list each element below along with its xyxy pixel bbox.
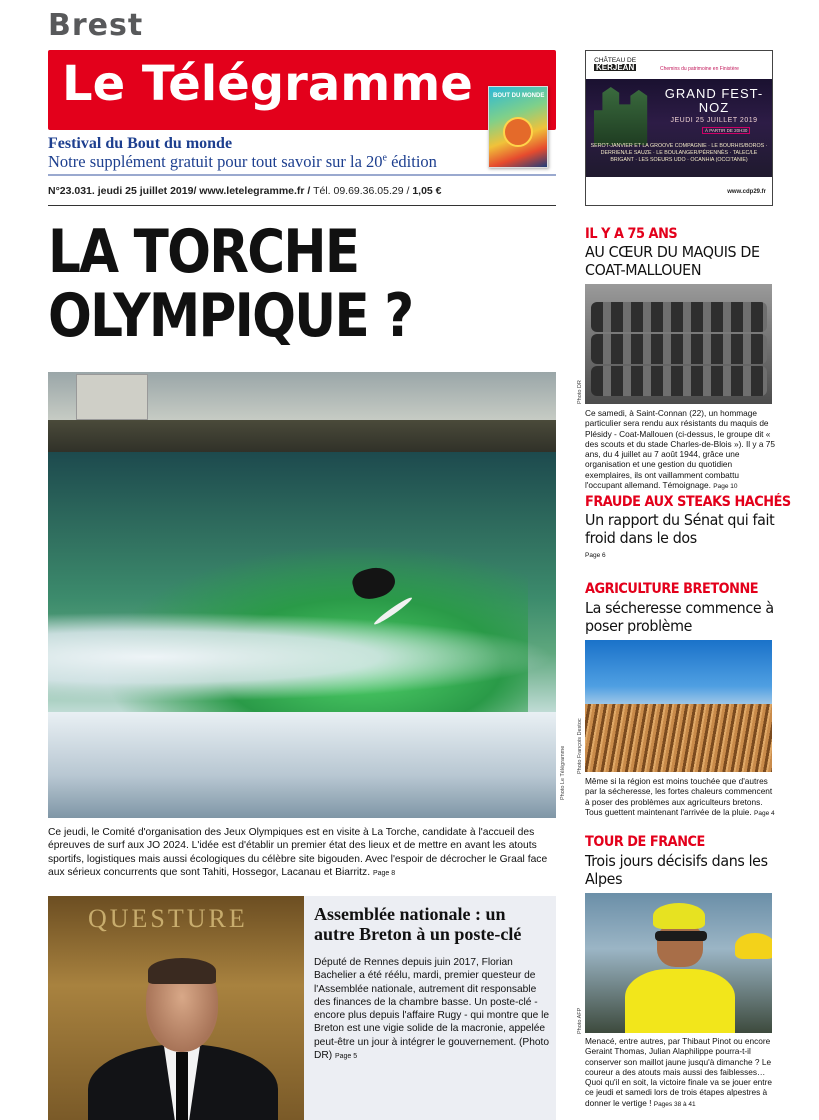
page-ref-maquis[interactable]: Page 10 [713,483,738,491]
questeur-photo[interactable] [48,896,304,1120]
issue-info: N°23.031. jeudi 25 juillet 2019/ www.letelegramme.fr / [48,185,311,197]
supplement-subtitle [48,152,437,172]
main-photo-surfer[interactable] [48,372,556,818]
photo-foam [48,612,556,702]
ad-image [586,79,772,177]
assemblee-body [314,956,550,1063]
assemblee-page-ref[interactable]: Page 5 [334,1053,358,1061]
ad-lineup: SEROT-JANVIER ET LA GROOVE COMPAGNIE · LE BOURHIS/BOROS · DERRIEN/LE SAUZE · LE BOULANGER/PÉRENNÈS · TALEC/LE BRIGANT · LES SOEURS UDO · OCANHIA (OCCITANIE) [590,143,768,163]
photo-yellow-jersey [625,969,735,1033]
issue-price: 1,05 € [409,185,442,197]
headline-secheresse[interactable]: La sécheresse commence à poser problème [585,599,774,635]
ad-title: GRAND FEST-NOZ [664,86,764,115]
photo-foam-bottom [48,712,556,818]
main-story-text: Ce jeudi, le Comité d'organisation des Jeux Olympiques est en visite à La Torche, candidate à l'accueil des épreuves de surf aux JO 2024. L'idée est d'établir un premier état des lieux et de mettre en avant les atouts sportifs, logistiques mais aussi écologiques du célèbre site bigouden. Avec l'espoir de décrocher le Graal face aux sérieux concurrents que sont Tahiti, Hossegor, Lacanau et Biarritz. [48,827,548,879]
text-secheresse-body: Même si la région est moins touchée que d'autres par la sécheresse, les fortes chaleurs commencent à poser des problèmes aux agriculteurs bretons. Tous guettent maintenant l'arrivée de la pluie. [585,776,773,817]
photo-credit-maquis: Photo DR [577,380,583,404]
photo-credit-wheat: Photo François Destoc [577,718,583,774]
text-maquis [585,408,775,492]
main-story-body [48,826,558,881]
ad-logo [594,57,636,71]
headline-maquis[interactable]: AU CŒUR DU MAQUIS DE COAT-MALLOUEN [585,243,760,279]
festnoz-advertisement[interactable] [585,50,773,206]
photo-group-row-front [591,366,767,396]
supplement-subtitle-end: édition [386,152,437,171]
divider-blue [48,174,556,176]
edition-label: Brest [48,8,144,43]
issue-phone: Tél. 09.69.36.05.29 / [310,185,410,197]
photo-questure-sign: QUESTURE [88,904,248,933]
photo-group-row-back [591,302,767,332]
photo-tie [176,1052,188,1120]
kicker-agriculture: AGRICULTURE BRETONNE [585,581,759,597]
text-alpes [585,1036,775,1110]
page-ref-steaks[interactable]: Page 6 [585,552,606,559]
castle-graphic [594,87,650,145]
supplement-cover-thumbnail[interactable] [488,86,548,168]
divider-dark [48,205,556,206]
photo-rider-face [657,923,703,967]
page-ref-secheresse[interactable]: Page 4 [754,809,775,817]
kicker-75-ans: IL Y A 75 ANS [585,226,678,242]
assemblee-headline[interactable]: Assemblée nationale : un autre Breton à un poste-clé [314,904,522,944]
photo-building [76,374,148,420]
text-secheresse [585,776,775,819]
masthead-title: Le Télégramme [62,56,473,112]
ad-url[interactable]: www.cdp29.fr [727,189,766,195]
headline-alpes[interactable]: Trois jours décisifs dans les Alpes [585,852,768,888]
ad-date: JEUDI 25 JUILLET 2019 [670,117,758,124]
photo-helmet [653,903,705,929]
ad-logo-small: CHÂTEAU DE [594,57,637,64]
photo-cyclist[interactable] [585,893,772,1033]
assemblee-text: Député de Rennes depuis juin 2017, Florian Bachelier a été réélu, mardi, premier questeur de l'Assemblée nationale, autrement dit responsable des finances de la chambre basse. Un poste-clé - encore plus depuis l'affaire Rugy - qui montre que le Breton est une vigie solide de la macronie, appelée peut-être un jour à intégrer le gouvernement. (Photo DR) [314,957,550,1062]
supplement-cover-graphic [503,117,533,147]
ad-logo-big: KERJEAN [596,63,635,72]
supplement-title[interactable]: Festival du Bout du monde [48,135,233,152]
masthead-banner[interactable] [48,50,556,130]
ad-hour: À PARTIR DE 20H30 [702,127,750,134]
assemblee-article [304,896,556,1120]
issue-info-line [48,185,442,197]
photo-hair [148,958,216,984]
supplement-cover-text: BOUT DU MONDE [493,93,545,99]
supplement-subtitle-text: Notre supplément gratuit pour tout savoir sur la 20 [48,152,383,171]
ad-tagline: Chemins du patrimoine en Finistère [660,66,739,72]
headline-steaks[interactable]: Un rapport du Sénat qui fait froid dans le dos [585,511,775,547]
main-story-page-ref[interactable]: Page 8 [372,870,396,878]
photo-maquis-group[interactable] [585,284,772,404]
photo-fan-cap [735,933,772,959]
page-ref-alpes[interactable]: Pages 38 à 41 [653,1100,696,1108]
kicker-tour-de-france: TOUR DE FRANCE [585,834,705,850]
photo-credit-cyclist: Photo AFP [577,1007,583,1034]
text-alpes-body: Menacé, entre autres, par Thibaut Pinot ou encore Geraint Thomas, Julian Alaphilippe pourra-t-il conserver son maillot jaune jusqu'à dimanche ? Le coureur a des atouts mais aussi des faiblesses… Quoi qu'il en soit, la victoire finale va se jouer entre ce jeudi et samedi lors de trois étapes alpestres à donner le vertige ! [585,1036,772,1108]
main-headline[interactable]: LA TORCHE OLYMPIQUE ? [48,217,413,351]
photo-group-row-middle [591,334,767,364]
photo-wheat-stalks [585,704,772,772]
supplement-subtitle-sup: e [382,152,387,164]
text-maquis-body: Ce samedi, à Saint-Connan (22), un hommage particulier sera rendu aux résistants du maquis de Plésidy - Coat-Mallouen (ci-dessus, le groupe dit « des scouts et du stade Charles-de-Blois »). Il y a 75 ans, du 4 juillet au 7 août 1944, grâce une organisation et une gestion du quotidien exemplaires, ils ont vaillamment combattu l'occupant allemand. Témoignage. [585,408,776,491]
photo-sunglasses [655,931,707,941]
kicker-steaks: FRAUDE AUX STEAKS HACHÉS [585,494,791,510]
main-photo-credit: Photo Le Télégramme [560,745,566,800]
photo-wheat-field[interactable] [585,640,772,772]
